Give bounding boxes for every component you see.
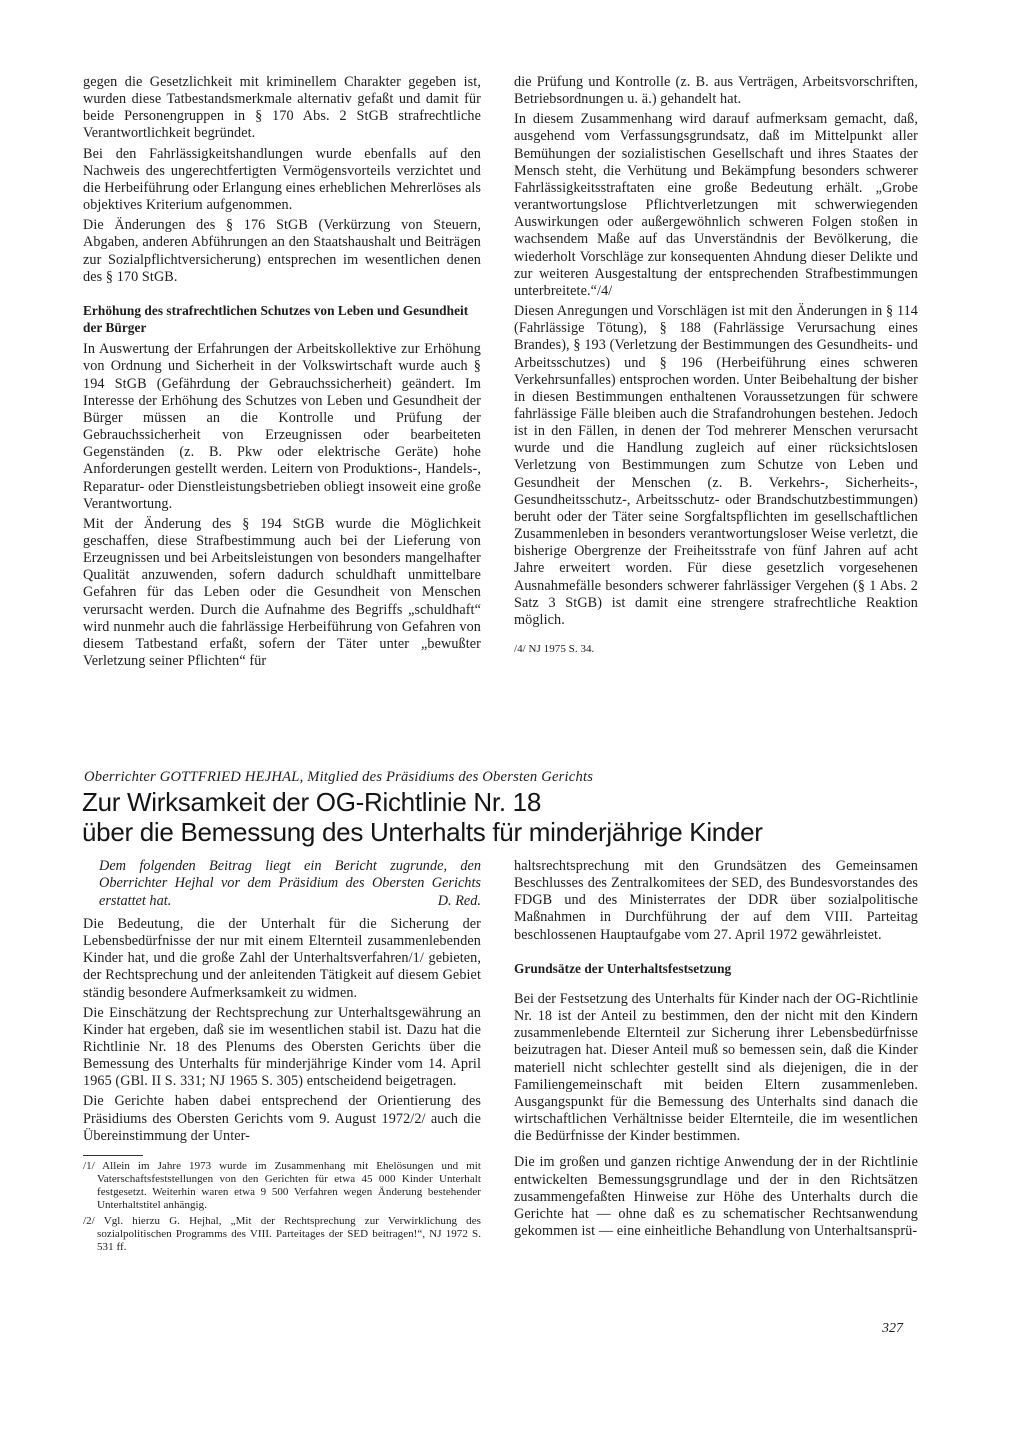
paragraph: In Auswertung der Erfahrungen der Arbeitskollektive zur Erhöhung von Ordnung und Sicherheit in der Volkswirtschaft wurde auch § 194 StGB (Gefährdung der Gebrauchssicherheit) geändert. Im Interesse der Erhöhung des Schutzes von Leben und Gesundheit der Bürger müssen an die Kontrolle und Prüfung der Gebrauchssicherheit von Erzeugnissen oder bearbeiteten Gegenständen (z. B. Pkw oder elektrische Geräte) hohe Anforderungen gestellt werden. Leitern von Produktions-, Handels-, Reparatur- oder Dienstleistungsbetrieben obliegt insoweit eine große Verantwortung. — [83, 341, 481, 512]
paragraph: haltsrechtsprechung mit den Grundsätzen des Gemeinsamen Beschlusses des Zentralkomitees der SED, des Bundesvorstandes des FDGB und des Ministerrates der DDR über sozialpolitische Maßnahmen in Durchführung der auf dem VIII. Parteitag beschlossenen Hauptaufgabe vom 27. April 1972 gewährleistet. — [514, 858, 918, 943]
paragraph: gegen die Gesetzlichkeit mit kriminellem Charakter gegeben ist, wurden diese Tatbestandsmerkmale alternativ gefaßt und damit für beide Personengruppen in § 170 Abs. 2 StGB strafrechtliche Verantwortlichkeit begründet. — [83, 74, 481, 142]
footnote: /4/ NJ 1975 S. 34. — [514, 643, 595, 655]
article-title — [82, 787, 942, 847]
footnote: /2/ Vgl. hierzu G. Hejhal, „Mit der Rechtsprechung zur Verwirklichung des sozialpolitischen Programms des VIII. Parteitages der SED beitragen!“, NJ 1972 S. 531 ff. — [83, 1215, 481, 1254]
article-right-column — [514, 858, 918, 1240]
footnote: /1/ Allein im Jahre 1973 wurde im Zusammenhang mit Ehelösungen und mit Vaterschaftsfeststellungen von den Gerichten für etwa 45 000 Kinder Unterhalt festgesetzt. Weiterhin waren etwa 9 500 Verfahren wegen Änderung bestehender Unterhaltstitel anhängig. — [83, 1159, 481, 1212]
editorial-note-text: Dem folgenden Beitrag liegt ein Bericht zugrunde, den Oberrichter Hejhal vor dem Präsidium des Obersten Gerichts erstattet hat. — [99, 858, 481, 909]
footnote-rule — [83, 1155, 143, 1156]
paragraph: Mit der Änderung des § 194 StGB wurde die Möglichkeit geschaffen, diese Strafbestimmung auch bei der Lieferung von Erzeugnissen und bei Arbeitsleistungen von besonders mangelhafter Qualität anzuwenden, sofern dadurch schuldhaft unmittelbare Gefahren für das Leben oder die Gesundheit von Menschen verursacht werden. Durch die Aufnahme des Begriffs „schuldhaft“ wird nunmehr auch die fahrlässige Herbeiführung von Gefahren von diesem Tatbestand erfaßt, sofern der Täter unter „bewußter Verletzung seiner Pflichten“ für — [83, 515, 481, 670]
editorial-note — [83, 858, 481, 910]
author-byline: Oberrichter GOTTFRIED HEJHAL, Mitglied des Präsidiums des Obersten Gerichts — [84, 769, 594, 785]
section-heading: Erhöhung des strafrechtlichen Schutzes von Leben und Gesundheit der Bürger — [83, 302, 469, 336]
paragraph: Die im großen und ganzen richtige Anwendung der in der Richtlinie entwickelten Bemessungsgrundlage und der in den Richtsätzen zusammengefaßten Hinweise zur Höhe des Unterhalts durch die Gerichte hat — ohne daß es zu schematischer Rechtsanwendung gekommen ist — eine einheitliche Behandlung von Unterhaltsansprü- — [514, 1154, 918, 1240]
editorial-signature: D. Red. — [437, 892, 481, 909]
paragraph: In diesem Zusammenhang wird darauf aufmerksam gemacht, daß, ausgehend vom Verfassungsgrundsatz, daß im Mittelpunkt aller Bemühungen der sozialistischen Gesellschaft und ihres Staates der Mensch steht, die Verhütung und Bekämpfung besonders schwerer Fahrlässigkeitsstraftaten eine große Bedeutung erhält. „Grobe verantwortungslose Pflichtverletzungen mit schwerwiegenden Auswirkungen oder außergewöhnlich schweren Folgen stoßen in wachsendem Maße auf das Unverständnis der Bevölkerung, die wiederholt Vorschläge zur konsequenten Ahndung dieser Delikte und zur weiteren Ausgestaltung der entsprechenden Strafbestimmungen unterbreitete.“/4/ — [514, 111, 918, 299]
section-heading: Grundsätze der Unterhaltsfestsetzung — [514, 960, 732, 976]
paragraph: Die Einschätzung der Rechtsprechung zur Unterhaltsgewährung an Kinder hat ergeben, daß sie im wesentlichen stabil ist. Dazu hat die Richtlinie Nr. 18 des Plenums des Obersten Gerichts über die Bemessung des Unterhalts für minderjährige Kinder vom 14. April 1965 (GBl. II S. 331; NJ 1965 S. 305) entscheidend beigetragen. — [83, 1004, 481, 1090]
paragraph: Die Änderungen des § 176 StGB (Verkürzung von Steuern, Abgaben, anderen Abführungen an den Staatshaushalt und Beiträgen zur Sozialpflichtversicherung) entsprechen im wesentlichen denen des § 170 StGB. — [83, 217, 481, 285]
paragraph: Die Bedeutung, die der Unterhalt für die Sicherung der Lebensbedürfnisse der nur mit einem Elternteil zusammenlebenden Kinder hat, und die große Zahl der Unterhaltsverfahren/1/ gebieten, der Rechtsprechung und der anleitenden Tätigkeit auf diesem Gebiet ständig besondere Aufmerksamkeit zu widmen. — [83, 915, 481, 1001]
article-left-column — [83, 858, 481, 1255]
article-title-line: über die Bemessung des Unterhalts für minderjährige Kinder — [82, 817, 763, 847]
paragraph: Die Gerichte haben dabei entsprechend der Orientierung des Präsidiums des Obersten Gerichts vom 9. August 1972/2/ auch die Übereinstimmung der Unter- — [83, 1093, 481, 1144]
paragraph: die Prüfung und Kontrolle (z. B. aus Verträgen, Arbeitsvorschriften, Betriebsordnungen u. ä.) gehandelt hat. — [514, 74, 918, 108]
paragraph: Bei den Fahrlässigkeitshandlungen wurde ebenfalls auf den Nachweis des ungerechtfertigten Vermögensvorteils verzichtet und die Herbeiführung oder Erlangung eines erheblichen Mehrerlöses als objektives Kriterium aufgenommen. — [83, 145, 481, 214]
article-title-line: Zur Wirksamkeit der OG-Richtlinie Nr. 18 — [82, 787, 541, 817]
paragraph: Diesen Anregungen und Vorschlägen ist mit den Änderungen in § 114 (Fahrlässige Tötung), § 188 (Fahrlässige Verursachung eines Brandes), § 193 (Verletzung der Bestimmungen des Gesundheits- und Arbeitsschutzes) und § 196 (Herbeiführung eines schweren Verkehrsunfalles) entsprochen worden. Unter Beibehaltung der bisher in diesen Bestimmungen enthaltenen Voraussetzungen für schwere fahrlässige Fälle bleiben auch die Strafandrohungen bestehen. Jedoch ist in den Fällen, in denen der Tod mehrerer Menschen verursacht wurde und die Handlung zugleich auf einer rücksichtslosen Verletzung von Bestimmungen zum Schutze von Leben und Gesundheit der Menschen (z. B. Verkehrs-, Sicherheits-, Gesundheitsschutz-, Arbeitsschutz- oder Brandschutzbestimmungen) beruht oder der Täter seine Sorgfaltspflichten im gesellschaftlichen Zusammenleben in besonders verantwortungsloser Weise verletzt, die bisherige Obergrenze der Freiheitsstrafe von fünf Jahren auf acht Jahre erweitert worden. Für diese gesetzlich vorgesehenen Ausnahmefälle besonders schwerer fahrlässiger Vergehen (§ 1 Abs. 2 Satz 3 StGB) ist damit eine strengere strafrechtliche Reaktion möglich. — [514, 303, 918, 628]
page-number: 327 — [882, 1321, 903, 1336]
paragraph: Bei der Festsetzung des Unterhalts für Kinder nach der OG-Richtlinie Nr. 18 ist der Anteil zu bestimmen, den der nicht mit den Kindern zusammenlebende Elternteil zur Sicherung ihrer Lebensbedürfnisse beizutragen hat. Dieser Anteil muß so bemessen sein, daß die Kinder materiell nicht schlechter gestellt sind als diejenigen, die in der Familiengemeinschaft mit beiden Eltern zusammenleben. Ausgangspunkt für die Bemessung des Unterhalts sind danach die wirtschaftlichen Verhältnisse beider Elternteile, die im wesentlichen die Bedürfnisse der Kinder bestimmen. — [514, 990, 918, 1145]
left-column-top — [83, 74, 481, 670]
right-column-top — [514, 74, 918, 656]
